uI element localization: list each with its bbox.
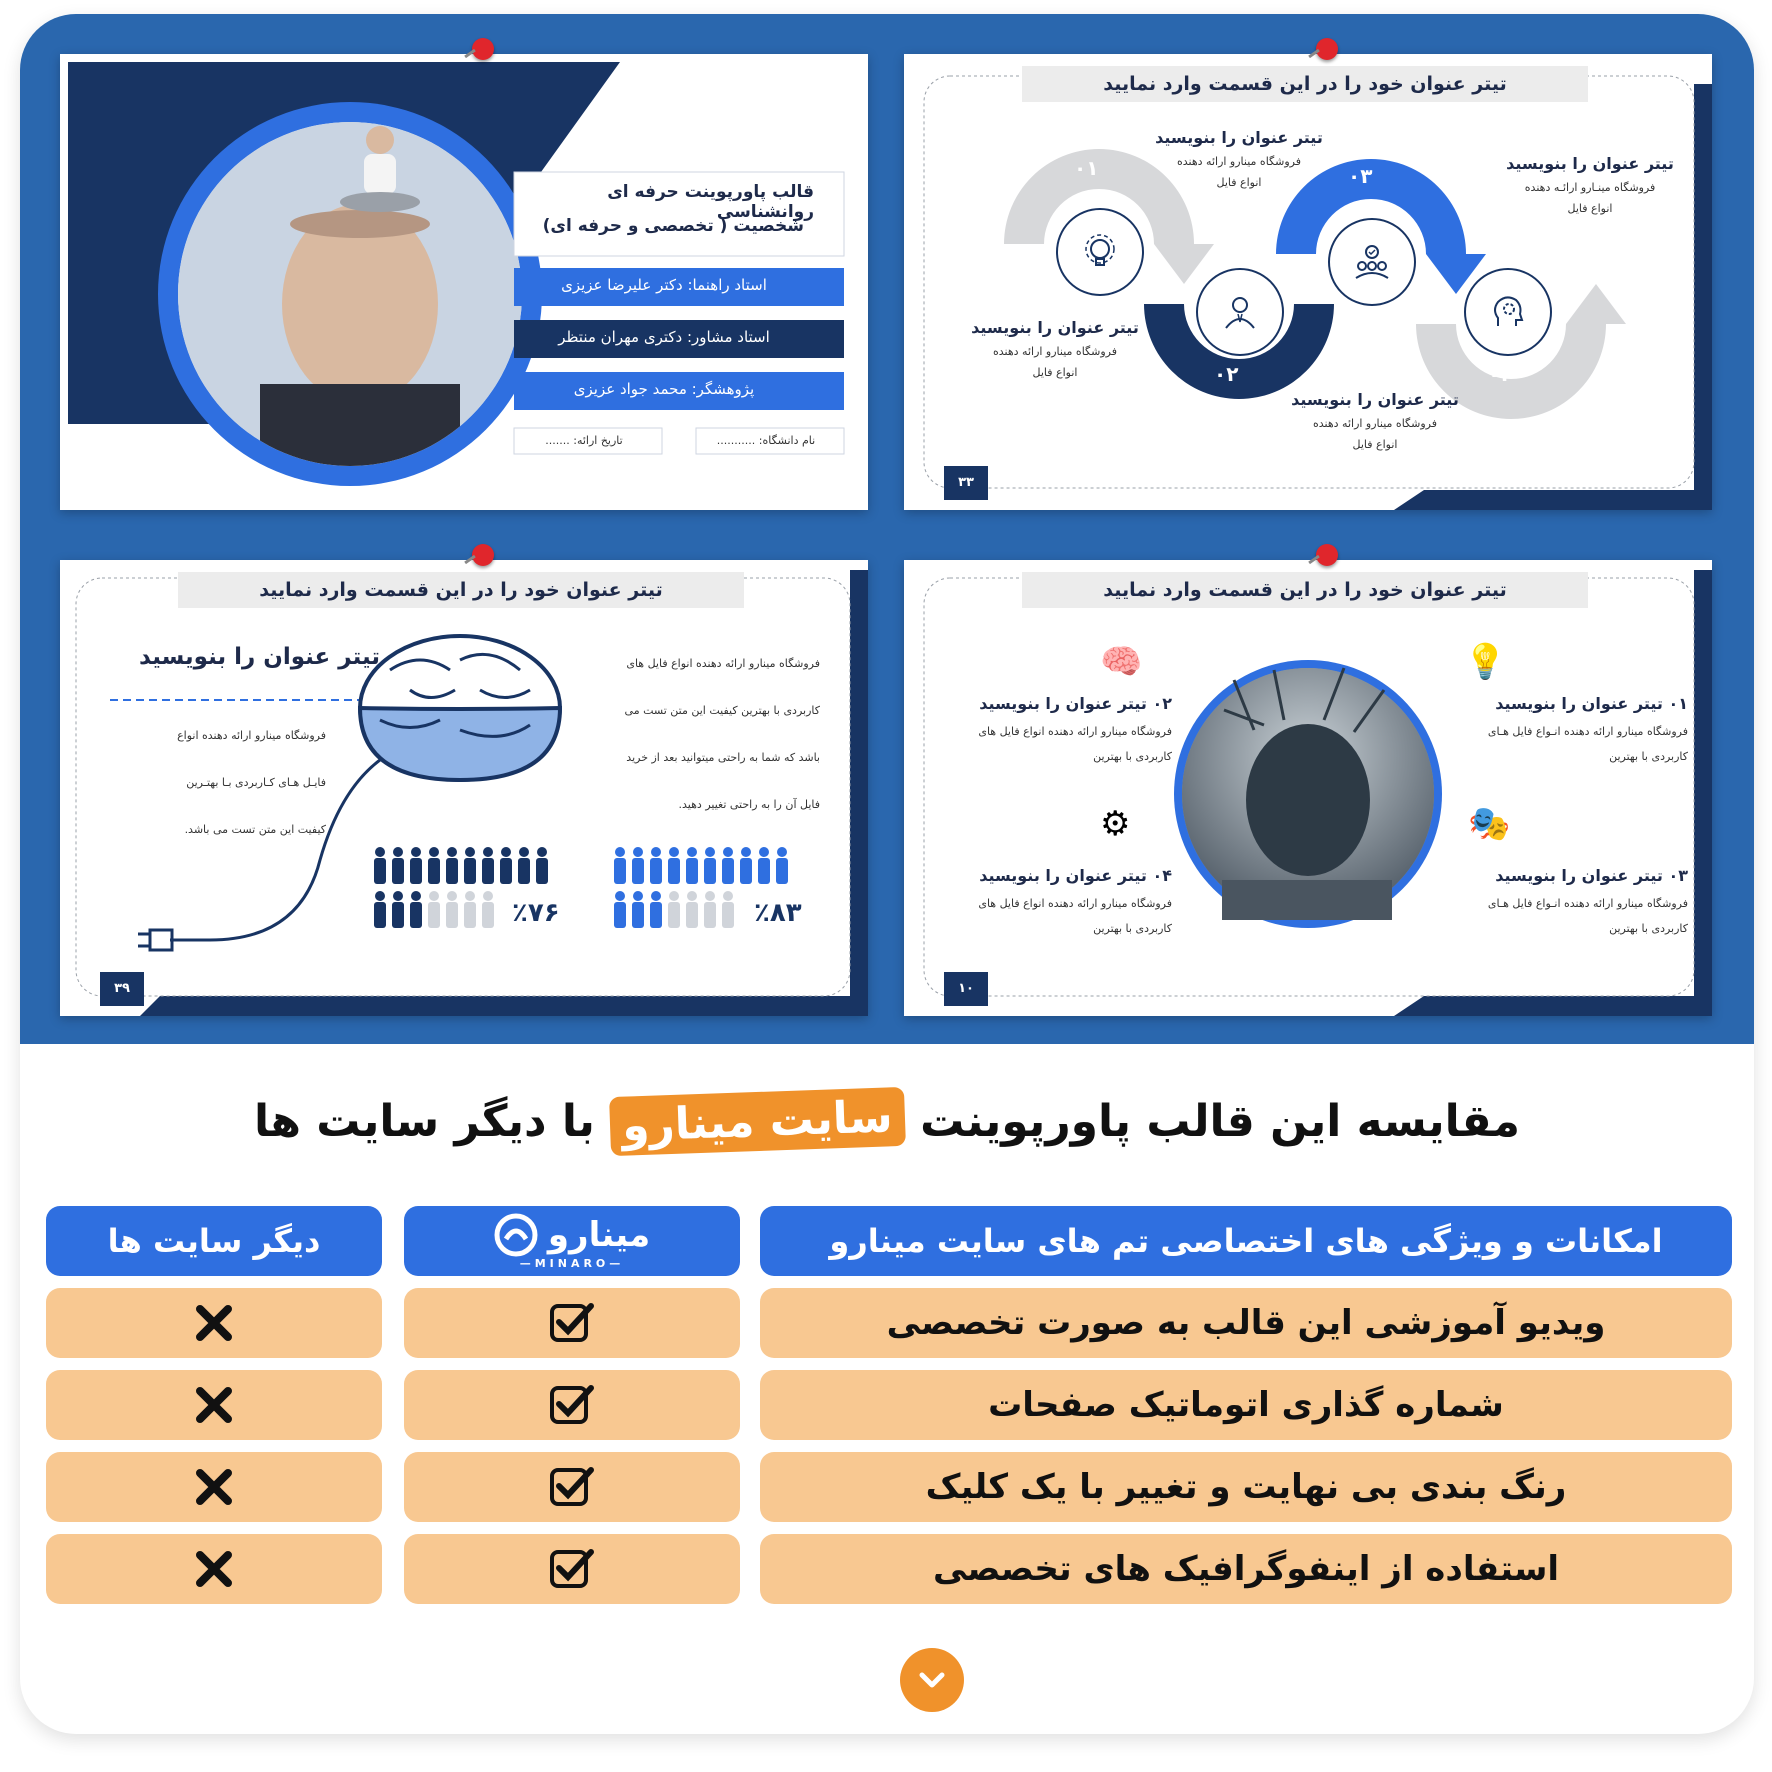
person-icon [614, 891, 626, 928]
mind-slide-title: تیتر عنوان خود را در این قسمت وارد نمایید [1022, 572, 1588, 608]
feature-row [760, 1370, 1732, 1440]
person-icon [482, 847, 494, 884]
cover-researcher: پژوهشگر: محمد جواد عزیزی [573, 380, 755, 398]
person-icon [740, 847, 752, 884]
cover-title-line1: قالب پاورپوینت حرفه ای روانشناسی [607, 182, 814, 222]
step-number-1: ۰۱ [1074, 156, 1099, 180]
person-icon [668, 847, 680, 884]
person-icon [614, 847, 626, 884]
brain-right-paragraph [540, 640, 820, 828]
step-line-1b: انواع فایل [1216, 176, 1262, 189]
cover-university-label: نام دانشگاه: ........... [716, 434, 816, 447]
step-line-1a: فروشگاه مینارو ارائه دهنده [1177, 155, 1301, 168]
person-icon [668, 891, 680, 928]
brain-left-paragraph [96, 712, 326, 853]
checkbox-checked-icon [547, 1298, 597, 1348]
feature-row [760, 1534, 1732, 1604]
page-number-badge: ۳۹ [100, 972, 144, 1006]
person-icon [482, 891, 494, 928]
step-line-2b: انواع فایل [1032, 366, 1078, 379]
comparison-heading [20, 1092, 1754, 1151]
others-column-header: دیگر سایت ها [46, 1206, 382, 1276]
minaro-logo-text: مینارو [547, 1214, 651, 1255]
cross-icon [194, 1303, 234, 1343]
brain-left-line: کیفیت این متن تست می باشد. [184, 823, 326, 836]
person-icon [410, 891, 422, 928]
person-icon [722, 891, 734, 928]
feature-row [760, 1288, 1732, 1358]
cross-icon [194, 1467, 234, 1507]
slide-mind-background [904, 560, 1712, 1016]
person-icon [632, 891, 644, 928]
brain-left-line: فروشگاه مینارو ارائه دهنده انواع [177, 729, 326, 742]
feature-label: رنگ بندی بی نهایت و تغییر با یک کلیک [925, 1467, 1567, 1507]
step-text-2 [970, 318, 1140, 379]
mind-item-line: فروشگاه مینارو ارائه دهنده انـواع فایل هـای [1487, 897, 1688, 910]
person-icon [374, 847, 386, 884]
others-cross-cell [46, 1452, 382, 1522]
comparison-heading-part1: مقایسه این قالب پاورپوینت [920, 1096, 1521, 1147]
mind-item-line: کاربردی با بهترین [1093, 922, 1172, 935]
pushpin-icon [472, 544, 494, 566]
minaro-logo-icon [494, 1213, 538, 1257]
person-icon [758, 847, 770, 884]
brain-right-line: فروشگاه مینارو ارائه دهنده انواع فایل های [626, 657, 820, 670]
cross-icon [194, 1385, 234, 1425]
others-cross-cell [46, 1288, 382, 1358]
page-card [20, 14, 1754, 1734]
mind-item-line: کاربردی با بهترین [1609, 750, 1688, 763]
step-heading-4: تیتر عنوان را بنویسید [1291, 390, 1459, 409]
step-line-3b: انواع فایل [1567, 202, 1613, 215]
person-icon [704, 847, 716, 884]
cover-title-line2: شخصیت ( تخصصی و حرفه ای) [542, 216, 804, 236]
slide-steps-preview [904, 54, 1712, 510]
step-line-4b: انواع فایل [1352, 438, 1398, 451]
person-icon [392, 847, 404, 884]
person-icon [650, 891, 662, 928]
pushpin-icon [1316, 38, 1338, 60]
person-icon [632, 847, 644, 884]
features-column-header: امکانات و ویژگی های اختصاصی تم های سایت مینارو [760, 1206, 1732, 1276]
checkbox-checked-icon [547, 1380, 597, 1430]
person-icon [686, 891, 698, 928]
feature-row [760, 1452, 1732, 1522]
step-number-4: ۰۴ [1488, 362, 1513, 386]
mind-item-line: کاربردی با بهترین [1609, 922, 1688, 935]
head-heart-icon: 🧠 [1100, 642, 1143, 682]
step-heading-3: تیتر عنوان را بنویسید [1506, 154, 1674, 173]
head-gear-icon [1464, 268, 1552, 356]
feature-label: ویدیو آموزشی این قالب به صورت تخصصی [886, 1303, 1606, 1343]
chevron-down-icon [915, 1663, 949, 1697]
minaro-logo-header [404, 1206, 740, 1276]
gear-pencil-icon: ⚙ [1100, 804, 1131, 844]
pushpin-icon [472, 38, 494, 60]
person-icon [428, 847, 440, 884]
step-number-3: ۰۳ [1348, 164, 1373, 188]
step-line-4a: فروشگاه مینارو ارائه دهنده [1313, 417, 1437, 430]
slide-cover-preview [60, 54, 868, 510]
mind-item-1 [1444, 694, 1688, 763]
mind-item-2 [928, 694, 1172, 763]
stat-83: ٪۸۳ [754, 898, 802, 928]
brain-left-line: فایـل هـای کـاربردی بـا بهتـرین [186, 776, 326, 789]
mind-item-heading: ۰۳ تیتر عنوان را بنویسید [1495, 866, 1688, 885]
step-line-3a: فروشگاه مینـارو ارائـه دهنده [1524, 181, 1656, 194]
brain-right-line: باشد که شما به راحتی میتوانید بعد از خرید [626, 751, 820, 764]
mind-item-4 [928, 866, 1172, 935]
person-icon [428, 891, 440, 928]
lightbulb-gear-icon [1056, 208, 1144, 296]
person-icon [500, 847, 512, 884]
comparison-heading-part2: با دیگر سایت ها [253, 1096, 595, 1147]
step-heading-2: تیتر عنوان را بنویسید [971, 318, 1139, 337]
businessman-icon [1196, 268, 1284, 356]
cover-consultant: استاد مشاور: دکتری مهران منتظر [558, 328, 770, 346]
brain-slide-heading: تیتر عنوان را بنویسید [138, 644, 380, 670]
mask-brain-icon: 🎭 [1468, 804, 1511, 844]
step-number-2: ۰۲ [1214, 362, 1239, 386]
mind-item-line: کاربردی با بهترین [1093, 750, 1172, 763]
person-icon [650, 847, 662, 884]
minaro-check-cell [404, 1452, 740, 1522]
slide-brain-stats-preview [60, 560, 868, 1016]
mind-item-heading: ۰۱ تیتر عنوان را بنویسید [1495, 694, 1688, 713]
person-icon [536, 847, 548, 884]
person-icon [722, 847, 734, 884]
person-icon [392, 891, 404, 928]
page-number-badge: ۳۳ [944, 466, 988, 500]
mind-item-3 [1444, 866, 1688, 935]
step-text-1 [1154, 128, 1324, 189]
others-cross-cell [46, 1370, 382, 1440]
slides-showcase-band [20, 14, 1754, 1044]
minaro-logo-latin: —MINARO— [519, 1256, 625, 1270]
steps-slide-title: تیتر عنوان خود را در این قسمت وارد نمایید [1022, 66, 1588, 102]
step-heading-1: تیتر عنوان را بنویسید [1155, 128, 1323, 147]
cover-advisor: استاد راهنما: دکتر علیرضا عزیزی [561, 276, 767, 294]
cover-date-label: تاریخ ارائه: ....... [545, 434, 623, 447]
step-text-3 [1500, 154, 1680, 215]
brain-right-line: فایل آن را به راحتی تغییر دهید. [678, 798, 820, 811]
person-icon [464, 891, 476, 928]
person-icon [410, 847, 422, 884]
step-line-2a: فروشگاه مینارو ارائه دهنده [993, 345, 1117, 358]
minaro-check-cell [404, 1288, 740, 1358]
brain-slide-title: تیتر عنوان خود را در این قسمت وارد نمایید [178, 572, 744, 608]
slide-mind-preview [904, 560, 1712, 1016]
mind-item-line: فروشگاه مینارو ارائه دهنده انـواع فایل هـای [1487, 725, 1688, 738]
person-icon [518, 847, 530, 884]
mind-item-line: فروشگاه مینارو ارائه دهنده انواع فایل های [978, 897, 1172, 910]
step-text-4 [1290, 390, 1460, 451]
mind-item-line: فروشگاه مینارو ارائه دهنده انواع فایل های [978, 725, 1172, 738]
feature-label: شماره گذاری اتوماتیک صفحات [988, 1385, 1504, 1425]
person-icon [686, 847, 698, 884]
person-icon [446, 891, 458, 928]
person-icon [704, 891, 716, 928]
person-icon [374, 891, 386, 928]
person-icon [464, 847, 476, 884]
pushpin-icon [1316, 544, 1338, 566]
checkbox-checked-icon [547, 1544, 597, 1594]
person-icon [446, 847, 458, 884]
lightbulb-cloud-icon: 💡 [1464, 642, 1507, 682]
checkbox-checked-icon [547, 1462, 597, 1512]
person-icon [776, 847, 788, 884]
scroll-down-button[interactable] [900, 1648, 964, 1712]
others-cross-cell [46, 1534, 382, 1604]
minaro-check-cell [404, 1370, 740, 1440]
feature-label: استفاده از اینفوگرافیک های تخصصی [932, 1549, 1560, 1589]
minaro-check-cell [404, 1534, 740, 1604]
mind-item-heading: ۰۲ تیتر عنوان را بنویسید [979, 694, 1172, 713]
comparison-heading-highlight: سایت مینارو [609, 1087, 905, 1156]
stat-76: ٪۷۶ [512, 898, 560, 928]
team-check-icon [1328, 218, 1416, 306]
page-number-badge: ۱۰ [944, 972, 988, 1006]
brain-right-line: کاربردی با بهترین کیفیت این متن تست می [624, 704, 820, 717]
mind-item-heading: ۰۴ تیتر عنوان را بنویسید [979, 866, 1172, 885]
cross-icon [194, 1549, 234, 1589]
